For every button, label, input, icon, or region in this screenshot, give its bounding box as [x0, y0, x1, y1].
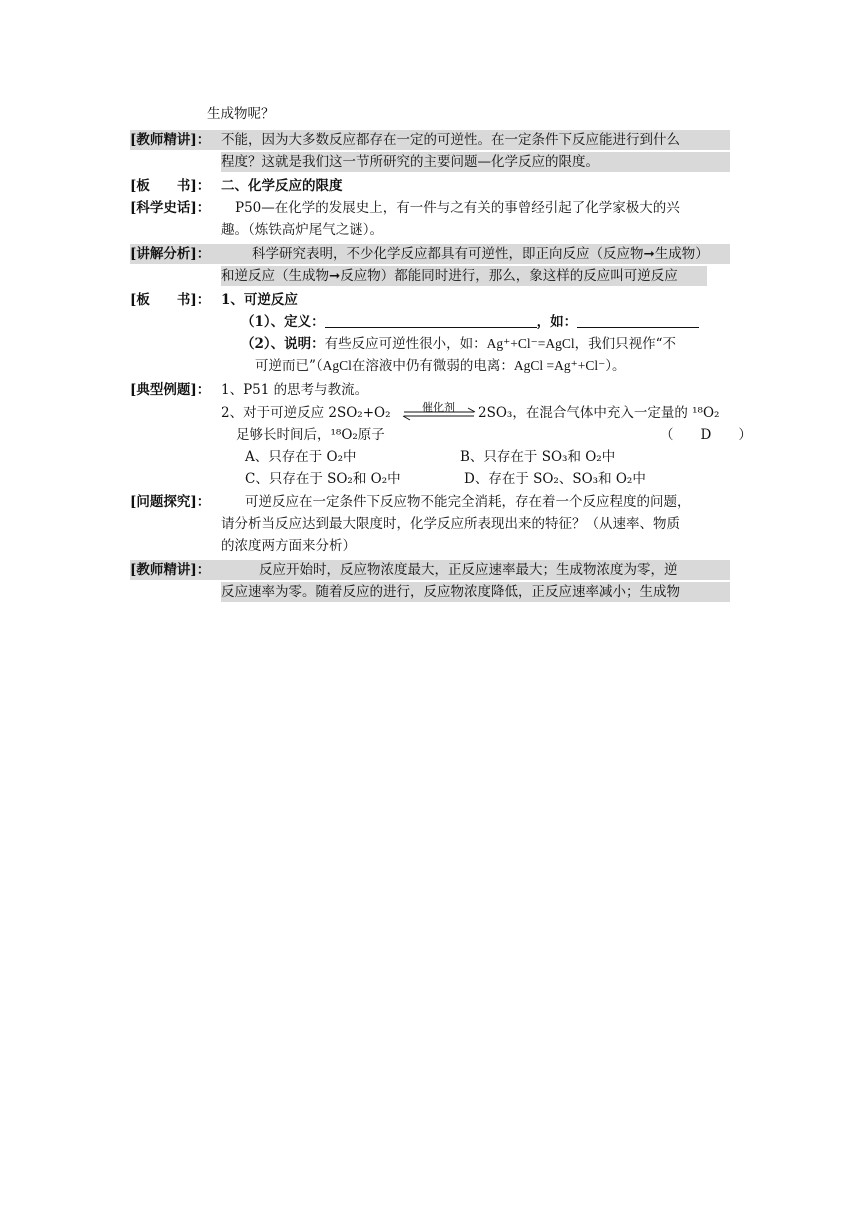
- board-heading: 1、可逆反应: [221, 292, 298, 308]
- equation-right: 2SO₃: [478, 405, 513, 421]
- inquiry-text: 请分析当反应达到最大限度时，化学反应所表现出来的特征？（从速率、物质: [221, 516, 680, 532]
- option-b: B、只存在于 SO₃和 O₂中: [460, 449, 616, 465]
- section-label-board: [板 书]：: [130, 178, 211, 194]
- equation-left: 2SO₂+O₂: [328, 405, 391, 421]
- equation: Ag⁺+Cl⁻=AgCl: [486, 336, 575, 351]
- inquiry-text: 的浓度两方面来分析）: [221, 538, 356, 554]
- note-line: [255, 356, 626, 376]
- board-heading: 二、化学反应的限度: [221, 178, 343, 194]
- definition-blank: [325, 313, 537, 328]
- inquiry-text: 可逆反应在一定条件下反应物不能完全消耗，存在着一个反应程度的问题，: [245, 494, 691, 510]
- teacher-text: 反应开始时，反应物浓度最大，正反应速率最大；生成物浓度为零，逆: [259, 562, 678, 578]
- example-item: [478, 403, 719, 423]
- section-label-board: [板 书]：: [130, 292, 211, 308]
- formula: AgCl: [322, 358, 352, 373]
- teacher-text: 反应速率为零。随着反应的进行，反应物浓度降低，正反应速率减小；生成物: [221, 584, 680, 600]
- option-d: D、存在于 SO₂、SO₃和 O₂中: [464, 471, 646, 487]
- section-label-teacher: [教师精讲]：: [130, 132, 211, 148]
- history-text: P50—在化学的发展史上，有一件与之有关的事曾经引起了化学家极大的兴: [235, 200, 680, 216]
- section-label-inquiry: [问题探究]：: [130, 494, 211, 510]
- option-a: A、只存在于 O₂中: [245, 449, 357, 465]
- section-label-teacher: [教师精讲]：: [130, 562, 211, 578]
- equation: AgCl =Ag⁺+Cl⁻: [513, 358, 606, 373]
- example-text: ，在混合气体中充入一定量的: [512, 405, 693, 421]
- example-item: [221, 403, 391, 423]
- catalyst-label: 催化剂: [422, 401, 455, 414]
- example-item: 1、P51 的思考与教流。: [221, 382, 369, 398]
- note-text: 有些反应可逆性很小，如：: [324, 336, 487, 352]
- note-text: ，我们只视作“不: [574, 336, 677, 352]
- definition-separator: ，如：: [536, 314, 578, 330]
- section-label-examples: [典型例题]：: [130, 382, 211, 398]
- note-text: ）。: [605, 358, 626, 374]
- option-c: C、只存在于 SO₂和 O₂中: [245, 471, 401, 487]
- teacher-text: 程度？这就是我们这一节所研究的主要问题—化学反应的限度。: [221, 154, 599, 170]
- continuation-text: 生成物呢？: [207, 106, 275, 122]
- note-text: 可逆而已”（: [255, 358, 323, 374]
- definition-line: [241, 312, 699, 332]
- history-text: 趣。（炼铁高炉尾气之谜）。: [221, 222, 383, 238]
- explain-text: 和逆反应（生成物➞反应物）都能同时进行，那么，象这样的反应叫可逆反应: [221, 268, 678, 284]
- note-text: 在溶液中仍有微弱的电离：: [351, 358, 514, 374]
- definition-label: （1）、定义：: [241, 314, 325, 330]
- explain-text: 科学研究表明，不少化学反应都具有可逆性，即正向反应（反应物➞生成物）: [252, 246, 709, 262]
- example-text: 2、对于可逆反应: [221, 405, 329, 421]
- section-label-history: [科学史话]：: [130, 200, 211, 216]
- example-blank: [577, 313, 699, 328]
- isotope: ¹⁸O₂: [692, 405, 720, 421]
- note-label: （2）、说明：: [241, 336, 325, 352]
- example-text: 足够长时间后，¹⁸O₂原子: [236, 427, 385, 443]
- answer-text: （ D ）: [660, 427, 752, 443]
- teacher-text: 不能，因为大多数反应都存在一定的可逆性。在一定条件下反应能进行到什么: [221, 132, 680, 148]
- note-line: [241, 334, 676, 354]
- section-label-explain: [讲解分析]：: [130, 246, 211, 262]
